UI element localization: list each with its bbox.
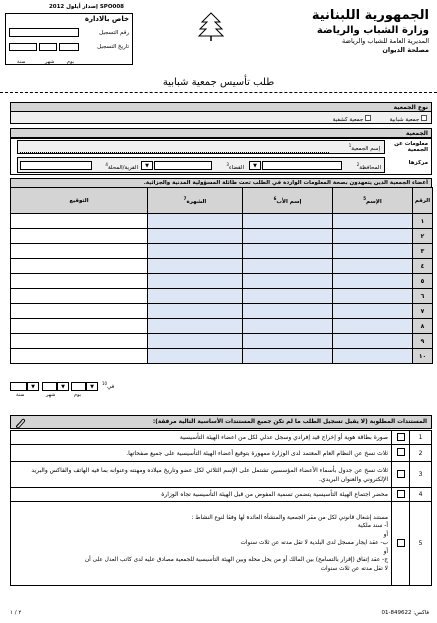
col-family-text: الشهرة bbox=[186, 198, 207, 205]
reg-no-label: رقم التسجيل bbox=[99, 30, 129, 36]
member-row bbox=[11, 289, 433, 304]
member-family-input[interactable] bbox=[148, 259, 243, 274]
document-row bbox=[11, 445, 432, 462]
member-sign-input[interactable] bbox=[11, 349, 148, 364]
member-row-number: ٥ bbox=[413, 274, 433, 289]
sign-year-input[interactable] bbox=[10, 382, 27, 391]
village-sup: 4 bbox=[105, 162, 108, 167]
member-row bbox=[11, 304, 433, 319]
caza-input[interactable] bbox=[154, 161, 212, 170]
form-title: طلب تأسيس جمعية شبابية bbox=[162, 77, 275, 88]
assoc-name-box bbox=[17, 140, 385, 154]
caza-dropdown[interactable] bbox=[141, 161, 153, 170]
member-name-input[interactable] bbox=[333, 319, 413, 334]
opt-youth-checkbox[interactable] bbox=[421, 115, 427, 121]
member-row bbox=[11, 274, 433, 289]
fax-number: فاكس: 849622-01 bbox=[381, 610, 429, 616]
document-number: 4 bbox=[410, 488, 432, 502]
admin-box-title: خاص بالادارة bbox=[84, 15, 129, 23]
document-text-line: لا تقل مدته عن ثلاث سنوات bbox=[320, 565, 388, 572]
member-name-input[interactable] bbox=[333, 259, 413, 274]
sign-in-label bbox=[102, 381, 114, 390]
caza-sup: 3 bbox=[226, 162, 229, 167]
col-father bbox=[243, 188, 333, 214]
member-family-input[interactable] bbox=[148, 334, 243, 349]
member-father-input[interactable] bbox=[243, 259, 333, 274]
opt-scout[interactable] bbox=[333, 115, 371, 123]
col-family-sup: 7 bbox=[183, 196, 187, 202]
reg-day-label: يوم bbox=[67, 59, 75, 65]
assoc-name-label-text: إسم الجمعية bbox=[351, 145, 380, 152]
documents-section-title: المستندات المطلوبة (لا يقبل تسجيل الطلب ما لم تكن جميع المستندات الأساسية التالية مرفقة): bbox=[152, 419, 427, 425]
member-row-number: ٤ bbox=[413, 259, 433, 274]
member-name-input[interactable] bbox=[333, 214, 413, 229]
document-text bbox=[11, 431, 392, 445]
member-family-input[interactable] bbox=[148, 349, 243, 364]
member-row bbox=[11, 349, 433, 364]
document-text-line: مستند إشغال قانوني لكل من مقر الجمعية والمنشأة العائدة لها وفقا لنوع النشاط : bbox=[191, 514, 388, 521]
member-father-input[interactable] bbox=[243, 334, 333, 349]
sign-day-input[interactable] bbox=[71, 382, 86, 391]
member-row-number: ٣ bbox=[413, 244, 433, 259]
opt-youth[interactable] bbox=[390, 115, 427, 123]
col-name-text: الإسم bbox=[366, 198, 382, 205]
document-checkbox-cell bbox=[392, 462, 410, 488]
document-text bbox=[11, 502, 392, 586]
member-row-number: ٩ bbox=[413, 334, 433, 349]
page-number: ٢ / ١ bbox=[10, 610, 22, 616]
document-checkbox[interactable] bbox=[397, 490, 405, 498]
document-checkbox[interactable] bbox=[397, 433, 405, 441]
member-name-input[interactable] bbox=[333, 229, 413, 244]
admin-box bbox=[5, 13, 133, 65]
assoc-section: الجمعية bbox=[10, 128, 432, 139]
member-name-input[interactable] bbox=[333, 244, 413, 259]
gov-input[interactable] bbox=[262, 161, 342, 170]
documents-section bbox=[10, 415, 432, 429]
member-family-input[interactable] bbox=[148, 304, 243, 319]
document-text-line: محضر اجتماع الهيئة التأسيسية يتضمن تسمية المفوض من قبل الهيئة التأسيسية تجاه الوزارة bbox=[161, 491, 388, 498]
member-family-input[interactable] bbox=[148, 229, 243, 244]
member-family-input[interactable] bbox=[148, 274, 243, 289]
col-sign bbox=[11, 188, 148, 214]
member-row-number: ٧ bbox=[413, 304, 433, 319]
document-text-line: ج- عقد إتفاق (إقرار بالتسامح) بين المالك أو من يحل محله وبين الهيئة التأسيسية للجمعية مصادق عليه لدى كاتب العدل على أن bbox=[84, 557, 388, 564]
member-sign-input[interactable] bbox=[11, 319, 148, 334]
member-father-input[interactable] bbox=[243, 349, 333, 364]
members-section: أعضاء الجمعية الذين يتعهدون بصحة المعلومات الواردة في الطلب تحت طائلة المسؤولية المدنية والجزائية. bbox=[10, 178, 432, 189]
document-checkbox[interactable] bbox=[397, 539, 405, 547]
caza-label-text: القضاء bbox=[228, 164, 244, 171]
document-row bbox=[11, 488, 432, 502]
directorate-name: المديرية العامة للشباب والرياضة bbox=[341, 37, 429, 45]
document-checkbox[interactable] bbox=[397, 448, 405, 456]
reg-year-label: سنة bbox=[17, 59, 26, 65]
sign-day-label: يوم bbox=[74, 392, 82, 398]
member-sign-input[interactable] bbox=[11, 259, 148, 274]
member-family-input[interactable] bbox=[148, 319, 243, 334]
sign-month-label: شهر bbox=[46, 392, 56, 398]
republic-title: الجمهورية اللبنانية bbox=[311, 8, 429, 23]
title-divider bbox=[0, 92, 437, 93]
gov-sup: 2 bbox=[356, 162, 360, 167]
member-row-number: ١ bbox=[413, 214, 433, 229]
member-father-input[interactable] bbox=[243, 274, 333, 289]
document-text-line: أو bbox=[383, 548, 388, 555]
assoc-name-label bbox=[349, 143, 380, 152]
assoc-block bbox=[10, 137, 432, 175]
ministry-header bbox=[279, 8, 429, 55]
document-text-line: أو bbox=[383, 531, 388, 538]
document-row bbox=[11, 431, 432, 445]
member-sign-input[interactable] bbox=[11, 289, 148, 304]
member-sign-input[interactable] bbox=[11, 334, 148, 349]
assoc-name-sup: 1 bbox=[348, 143, 352, 148]
member-row-number: ٦ bbox=[413, 289, 433, 304]
member-father-input[interactable] bbox=[243, 244, 333, 259]
document-text bbox=[11, 462, 392, 488]
document-checkbox-cell bbox=[392, 431, 410, 445]
member-name-input[interactable] bbox=[333, 334, 413, 349]
document-checkbox[interactable] bbox=[397, 470, 405, 478]
caza-label bbox=[226, 162, 244, 171]
col-name bbox=[333, 188, 413, 214]
member-family-input[interactable] bbox=[148, 244, 243, 259]
member-father-input[interactable] bbox=[243, 229, 333, 244]
member-sign-input[interactable] bbox=[11, 244, 148, 259]
member-father-input[interactable] bbox=[243, 304, 333, 319]
gov-label bbox=[357, 162, 381, 171]
sign-day-dropdown[interactable] bbox=[86, 382, 98, 391]
col-father-sup: 6 bbox=[273, 196, 277, 202]
opt-scout-checkbox[interactable] bbox=[365, 115, 371, 121]
member-name-input[interactable] bbox=[333, 274, 413, 289]
assoc-type-row bbox=[10, 111, 432, 124]
document-text-line: ب- عقد ايجار مسجل لدى البلدية لا تقل مدته عن ثلاث سنوات bbox=[240, 540, 388, 547]
cedar-logo-icon bbox=[198, 12, 224, 42]
hq-box bbox=[17, 157, 385, 173]
village-input[interactable] bbox=[20, 161, 92, 170]
member-row bbox=[11, 259, 433, 274]
assoc-type-section: نوع الجمعية bbox=[10, 102, 432, 113]
member-father-input[interactable] bbox=[243, 214, 333, 229]
sign-year-label: سنة bbox=[16, 392, 25, 398]
col-father-text: إسم الأب bbox=[276, 198, 302, 205]
member-family-input[interactable] bbox=[148, 214, 243, 229]
village-label-text: القرية/المحلة bbox=[107, 164, 138, 171]
opt-youth-label: جمعية شبابية bbox=[389, 117, 420, 123]
ministry-name: وزارة الشباب والرياضة bbox=[316, 25, 429, 36]
sign-in-text: في bbox=[107, 383, 115, 390]
member-sign-input[interactable] bbox=[11, 229, 148, 244]
member-father-input[interactable] bbox=[243, 289, 333, 304]
member-row bbox=[11, 214, 433, 229]
reg-month-label: شهر bbox=[45, 59, 55, 65]
member-row-number: ٢ bbox=[413, 229, 433, 244]
member-row-number: ٨ bbox=[413, 319, 433, 334]
document-checkbox-cell bbox=[392, 488, 410, 502]
service-name: مصلحة الديوان bbox=[382, 46, 429, 54]
village-label bbox=[105, 162, 138, 171]
gov-label-text: المحافظة bbox=[359, 164, 381, 171]
member-row bbox=[11, 229, 433, 244]
member-father-input[interactable] bbox=[243, 319, 333, 334]
member-sign-input[interactable] bbox=[11, 274, 148, 289]
document-checkbox-cell bbox=[392, 502, 410, 586]
member-name-input[interactable] bbox=[333, 304, 413, 319]
assoc-info-label: معلومات عن الجمعية bbox=[394, 141, 428, 153]
paperclip-icon bbox=[14, 417, 26, 429]
document-row bbox=[11, 462, 432, 488]
member-family-input[interactable] bbox=[148, 289, 243, 304]
hq-label: مركزها bbox=[408, 160, 428, 166]
reg-date-label: تاريخ التسجيل bbox=[97, 44, 129, 50]
document-number: 2 bbox=[410, 445, 432, 462]
member-name-input[interactable] bbox=[333, 349, 413, 364]
member-row bbox=[11, 319, 433, 334]
member-row-number: ١٠ bbox=[413, 349, 433, 364]
reg-no-input[interactable] bbox=[9, 28, 79, 37]
document-text-line: صورة بطاقة هوية أو إخراج قيد إفرادي وسجل عدلي لكل من اعضاء الهيئة التأسيسية bbox=[179, 434, 388, 441]
assoc-name-input[interactable] bbox=[20, 146, 329, 153]
member-row bbox=[11, 244, 433, 259]
document-number: 5 bbox=[410, 502, 432, 586]
member-sign-input[interactable] bbox=[11, 304, 148, 319]
sign-month-dropdown[interactable] bbox=[57, 382, 69, 391]
member-sign-input[interactable] bbox=[11, 214, 148, 229]
sign-year-dropdown[interactable] bbox=[27, 382, 39, 391]
opt-scout-label: جمعية كشفية bbox=[332, 117, 364, 123]
col-sign-text: التوقيع bbox=[69, 197, 89, 204]
document-number: 3 bbox=[410, 462, 432, 488]
member-row bbox=[11, 334, 433, 349]
col-family bbox=[148, 188, 243, 214]
members-table bbox=[10, 187, 433, 364]
document-text-line: ثلاث نسخ عن النظام العام المعتمد لدى الوزارة ممهورة بتوقيع أعضاء الهيئة التأسيسية على جميع صفحاتها. bbox=[126, 449, 388, 457]
sign-month-input[interactable] bbox=[42, 382, 57, 391]
form-code: SPO008 إصدار أيلول 2012 bbox=[48, 4, 124, 10]
col-name-sup: 5 bbox=[363, 196, 367, 202]
document-text-line: أ- سند ملكية bbox=[357, 523, 388, 530]
document-text bbox=[11, 488, 392, 502]
document-text-line: ثلاث نسخ عن جدول بأسماء الأعضاء المؤسسين تشتمل على الإسم الثلاثي لكل عضو وتاريخ ميلاده ومهنته وعنوانه بما فيه الهاتف والفاكس والبريد الإلكتروني والعنوان البريدي. bbox=[31, 466, 388, 483]
sign-date bbox=[10, 380, 130, 400]
documents-table bbox=[10, 430, 432, 586]
document-text bbox=[11, 445, 392, 462]
gov-dropdown[interactable] bbox=[249, 161, 261, 170]
member-name-input[interactable] bbox=[333, 289, 413, 304]
document-checkbox-cell bbox=[392, 445, 410, 462]
document-row bbox=[11, 502, 432, 586]
document-number: 1 bbox=[410, 431, 432, 445]
sign-in-sup: 10 bbox=[102, 381, 108, 386]
reg-date-input[interactable] bbox=[9, 43, 79, 51]
col-num: الرقم bbox=[413, 188, 433, 214]
